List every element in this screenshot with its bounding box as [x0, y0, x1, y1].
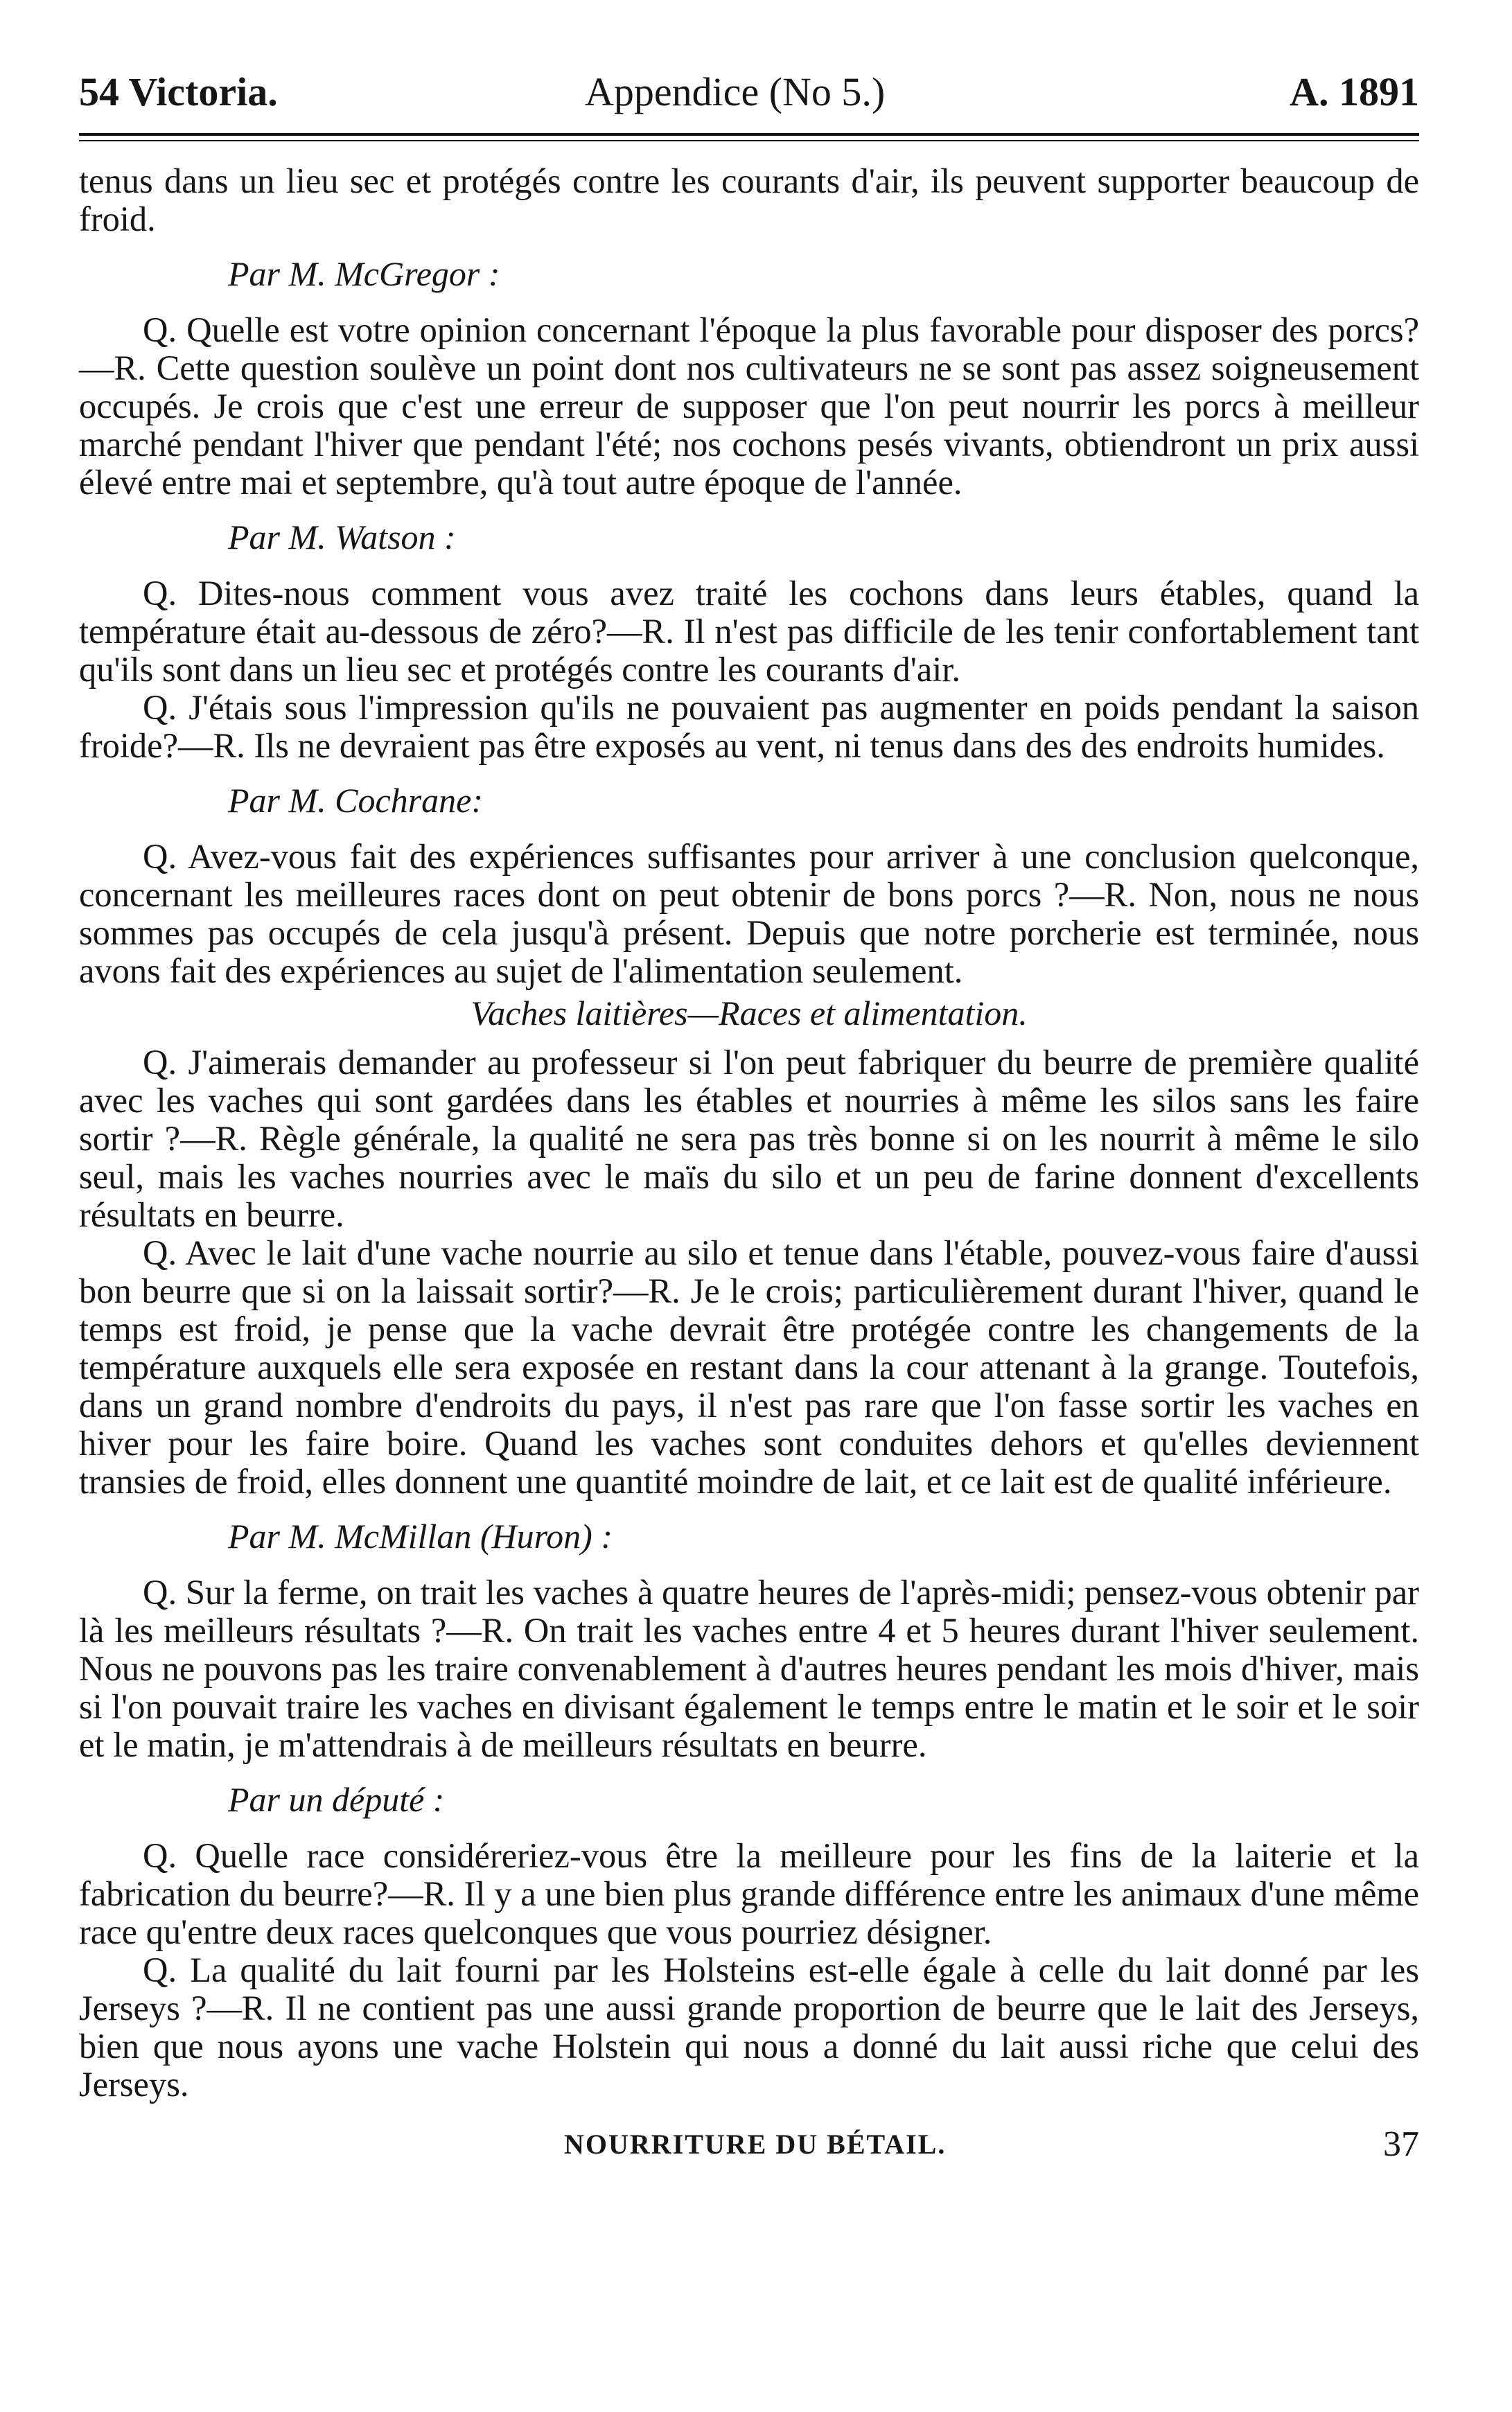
page-header	[79, 62, 1419, 121]
paragraph: Q. Avez-vous fait des expériences suffisantes pour arriver à une conclusion quelconque, concernant les meilleures races dont on peut obtenir de bons porcs ?—R. Non, nous ne nous sommes pas occupés de cela jusqu'à présent. Depuis que notre porcherie est terminée, nous avons fait des expériences au sujet de l'alimentation seulement.	[79, 837, 1419, 990]
paragraph: Q. J'aimerais demander au professeur si l'on peut fabriquer du beurre de première qualité avec les vaches qui sont gardées dans les étables et nourries à même les silos sans les faire sortir ?—R. Règle générale, la qualité ne sera pas très bonne si on les nourrit à même le silo seul, mais les vaches nourries avec le maïs du silo et un peu de farine donnent d'excellents résultats en beurre.	[79, 1043, 1419, 1234]
speaker-heading: Par M. Watson :	[228, 518, 456, 556]
header-session: 54 Victoria.	[79, 69, 278, 114]
paragraph: Q. Sur la ferme, on trait les vaches à quatre heures de l'après-midi; pensez-vous obtenir par là les meilleurs résultats ?—R. On trait les vaches entre 4 et 5 heures durant l'hiver seulement. Nous ne pouvons pas les traire convenablement à d'autres heures pendant les mois d'hiver, mais si l'on pouvait traire les vaches en divisant également le temps entre le matin et le soir et le soir et le matin, je m'attendrais à de meilleurs résultats en beurre.	[79, 1573, 1419, 1764]
speaker-heading: Par un député :	[228, 1780, 445, 1819]
speaker-heading: Par M. McMillan (Huron) :	[228, 1517, 613, 1556]
header-rule-thick	[79, 133, 1419, 136]
speaker-heading: Par M. Cochrane:	[228, 781, 483, 820]
footer-running-title: NOURRITURE DU BÉTAIL.	[564, 2129, 947, 2160]
paragraph: Q. J'étais sous l'impression qu'ils ne pouvaient pas augmenter en poids pendant la saison froide?—R. Ils ne devraient pas être exposés au vent, ni tenus dans des des endroits humides.	[79, 688, 1419, 765]
paragraph: Q. Dites-nous comment vous avez traité les cochons dans leurs étables, quand la température était au-dessous de zéro?—R. Il n'est pas difficile de les tenir confortablement tant qu'ils sont dans un lieu sec et protégés contre les courants d'air.	[79, 574, 1419, 689]
paragraph: Q. Quelle race considéreriez-vous être la meilleure pour les fins de la laiterie et la fabrication du beurre?—R. Il y a une bien plus grande différence entre les animaux d'une même race qu'entre deux races quelconques que vous pourriez désigner.	[79, 1836, 1419, 1951]
paragraph: Q. Quelle est votre opinion concernant l'époque la plus favorable pour disposer des porcs?—R. Cette question soulève un point dont nos cultivateurs ne se sont pas assez soigneusement occupés. Je crois que c'est une erreur de supposer que l'on peut nourrir les porcs à meilleur marché pendant l'hiver que pendant l'été; nos cochons pesés vivants, obtiendront un prix aussi élevé entre mai et septembre, qu'à tout autre époque de l'année.	[79, 310, 1419, 502]
page-footer	[79, 2120, 1419, 2169]
header-rule-thin	[79, 140, 1419, 141]
paragraph: tenus dans un lieu sec et protégés contre les courants d'air, ils peuvent supporter beaucoup de froid.	[79, 161, 1419, 238]
speaker-heading: Par M. McGregor :	[228, 254, 500, 293]
paragraph: Q. La qualité du lait fourni par les Holsteins est-elle égale à celle du lait donné par les Jerseys ?—R. Il ne contient pas une aussi grande proportion de beurre que le lait des Jerseys, bien que nous ayons une vache Holstein qui nous a donné du lait aussi riche que celui des Jerseys.	[79, 1951, 1419, 2104]
section-heading: Vaches laitières—Races et alimentation.	[471, 994, 1028, 1032]
page-number: 37	[1383, 2124, 1419, 2164]
header-appendix: Appendice (No 5.)	[585, 69, 886, 114]
body-text	[79, 162, 1419, 2104]
header-year: A. 1891	[1290, 69, 1419, 114]
paragraph: Q. Avec le lait d'une vache nourrie au silo et tenue dans l'étable, pouvez-vous faire d'aussi bon beurre que si on la laissait sortir?—R. Je le crois; particulièrement durant l'hiver, quand le temps est froid, je pense que la vache devrait être protégée contre les changements de la température auxquels elle sera exposée en restant dans la cour attenant à la grange. Toutefois, dans un grand nombre d'endroits du pays, il n'est pas rare que l'on fasse sortir les vaches en hiver pour les faire boire. Quand les vaches sont conduites dehors et qu'elles deviennent transies de froid, elles donnent une quantité moindre de lait, et ce lait est de qualité inférieure.	[79, 1233, 1419, 1501]
document-page	[79, 62, 1419, 2169]
